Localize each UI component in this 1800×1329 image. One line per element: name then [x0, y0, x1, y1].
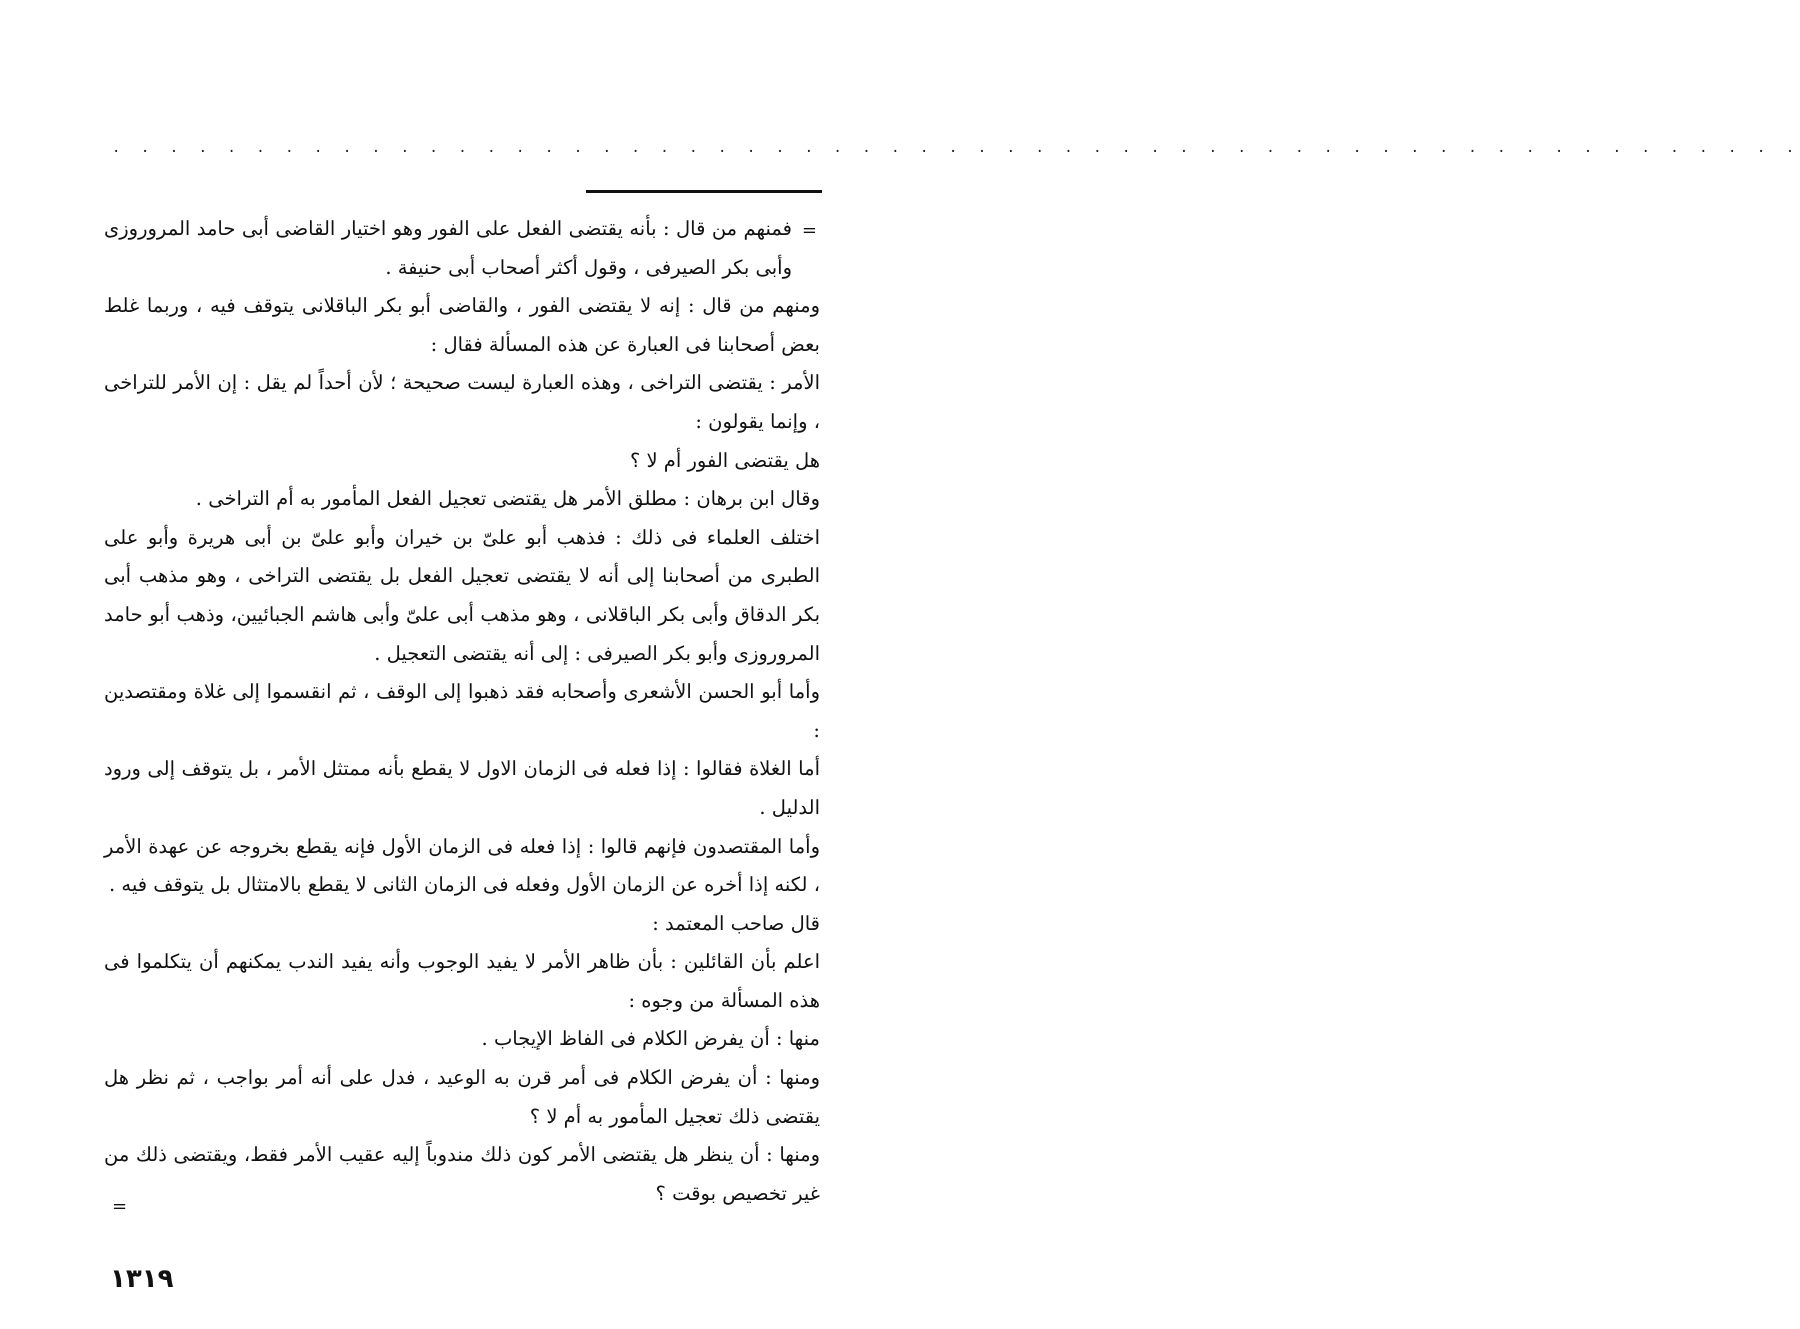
end-mark: = [112, 1196, 128, 1217]
paragraph-8: أما الغلاة فقالوا : إذا فعله فى الزمان الاول لا يقطع بأنه ممتثل الأمر ، بل يتوقف إلى ورود الدليل . [104, 757, 820, 819]
paragraph-9: وأما المقتصدون فإنهم قالوا : إذا فعله فى الزمان الأول فإنه يقطع بخروجه عن عهدة الأمر ، لكنه إذا أخره عن الزمان الأول وفعله فى الزمان الثانى لا يقطع بالامتثال بل يتوقف فيه . [104, 834, 820, 897]
paragraph-1: فمنهم من قال : بأنه يقتضى الفعل على الفور وهو اختيار القاضى أبى حامد المروروزى وأبى بكر الصيرفى ، وقول أكثر أصحاب أبى حنيفة . [104, 217, 792, 279]
paragraph-5: وقال ابن برهان : مطلق الأمر هل يقتضى تعجيل الفعل المأمور به أم التراخى . [195, 487, 820, 511]
footnote-text [104, 210, 820, 1213]
continuation-mark: = [801, 220, 817, 241]
paragraph-14: ومنها : أن ينظر هل يقتضى الأمر كون ذلك مندوباً إليه عقيب الأمر فقط، ويقتضى ذلك من غير تخصيص بوقت ؟ [104, 1143, 820, 1205]
paragraph-4: هل يقتضى الفور أم لا ؟ [629, 448, 820, 472]
dotted-separator: . . . . . . . . . . . . . . . . . . . . . . . . . . . . . . . . . . . . . . . . . . . . . . . . . . . . . . . . . . . [112, 140, 1800, 156]
paragraph-7: وأما أبو الحسن الأشعرى وأصحابه فقد ذهبوا إلى الوقف ، ثم انقسموا إلى غلاة ومقتصدين : [104, 680, 820, 742]
paragraph-3: الأمر : يقتضى التراخى ، وهذه العبارة ليست صحيحة ؛ لأن أحداً لم يقل : إن الأمر للتراخى ، وإنما يقولون : [104, 371, 820, 433]
paragraph-11: اعلم بأن القائلين : بأن ظاهر الأمر لا يفيد الوجوب وأنه يفيد الندب يمكنهم أن يتكلموا فى هذه المسألة من وجوه : [104, 950, 820, 1012]
paragraph-13: ومنها : أن يفرض الكلام فى أمر قرن به الوعيد ، فدل على أنه أمر بواجب ، ثم نظر هل يقتضى ذلك تعجيل المأمور به أم لا ؟ [104, 1066, 820, 1128]
paragraph-12: منها : أن يفرض الكلام فى الفاظ الإيجاب . [481, 1027, 820, 1051]
paragraph-6: اختلف العلماء فى ذلك : فذهب أبو علىّ بن خيران وأبو علىّ بن أبى هريرة وأبو على الطبرى من أصحابنا إلى أنه لا يقتضى تعجيل الفعل بل يقتضى التراخى ، وهو مذهب أبى بكر الدقاق وأبى بكر الباقلانى ، وهو مذهب أبى علىّ وأبى هاشم الجبائيين، وذهب أبو حامد المروروزى وأبو بكر الصيرفى : إلى أنه يقتضى التعجيل . [104, 525, 820, 665]
footnote-rule [586, 190, 822, 193]
page-number: ١٣١٩ [110, 1264, 174, 1294]
paragraph-10: قال صاحب المعتمد : [652, 911, 820, 935]
paragraph-2: ومنهم من قال : إنه لا يقتضى الفور ، والقاضى أبو بكر الباقلانى يتوقف فيه ، وربما غلط بعض أصحابنا فى العبارة عن هذه المسألة فقال : [104, 294, 820, 356]
